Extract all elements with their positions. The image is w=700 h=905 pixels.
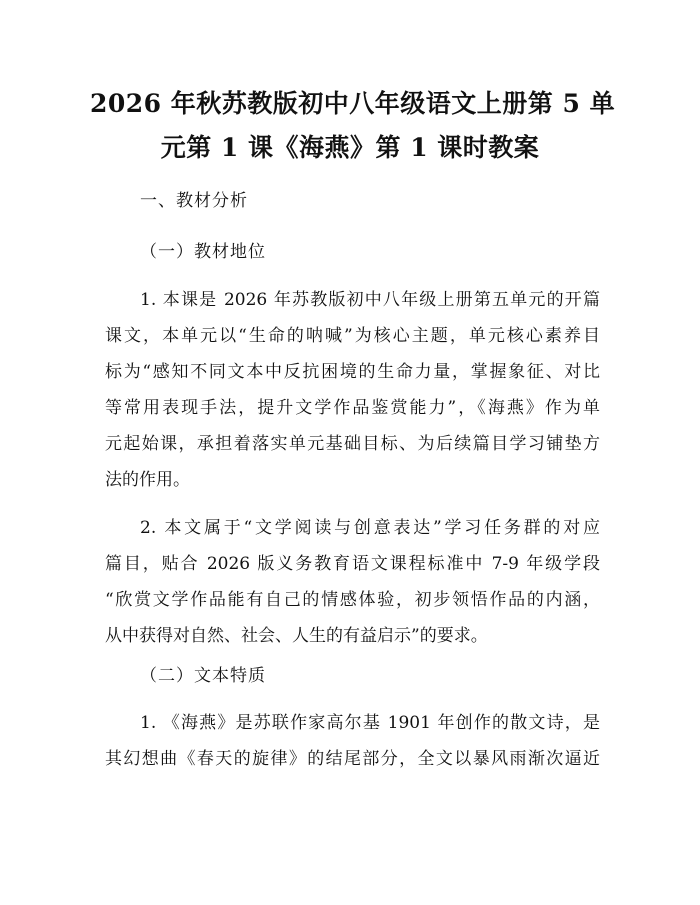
paragraph-2-line: “欣赏文学作品能有自己的情感体验，初步领悟作品的内涵，: [105, 590, 600, 610]
paragraph-1-line: 等常用表现手法，提升文学作品鉴赏能力”，《海燕》作为单: [105, 398, 600, 418]
subsection-heading-text-features: （二）文本特质: [140, 666, 266, 686]
paragraph-2-line: 篇目，贴合 2026 版义务教育语文课程标准中 7-9 年级学段: [105, 554, 600, 574]
paragraph-1: [105, 282, 600, 498]
paragraph-3-line: 其幻想曲《春天的旋律》的结尾部分，全文以暴风雨渐次逼近: [105, 749, 600, 769]
paragraph-2-line: 从中获得对自然、社会、人生的有益启示”的要求。: [105, 626, 488, 646]
paragraph-1-line: 元起始课，承担着落实单元基础目标、为后续篇目学习铺垫方: [105, 434, 600, 454]
paragraph-1-line: 法的作用。: [105, 470, 190, 490]
paragraph-3-line: 1. 《海燕》是苏联作家高尔基 1901 年创作的散文诗，是: [140, 713, 600, 733]
paragraph-1-line: 课文，本单元以“生命的呐喊”为核心主题，单元核心素养目: [105, 326, 600, 346]
subsection-heading-textbook-position: （一）教材地位: [140, 242, 266, 262]
paragraph-1-line: 1. 本课是 2026 年苏教版初中八年级上册第五单元的开篇: [140, 290, 600, 310]
document-title-line-2: 元第 1 课《海燕》第 1 课时教案: [160, 133, 540, 162]
paragraph-2-line: 2. 本文属于“文学阅读与创意表达”学习任务群的对应: [140, 518, 600, 538]
section-heading-textbook-analysis: 一、教材分析: [140, 191, 248, 211]
paragraph-2: [105, 510, 600, 654]
paragraph-3: [105, 705, 600, 777]
paragraph-1-line: 标为“感知不同文本中反抗困境的生命力量，掌握象征、对比: [105, 362, 600, 382]
document-title-line-1: 2026 年秋苏教版初中八年级语文上册第 5 单: [90, 89, 616, 118]
